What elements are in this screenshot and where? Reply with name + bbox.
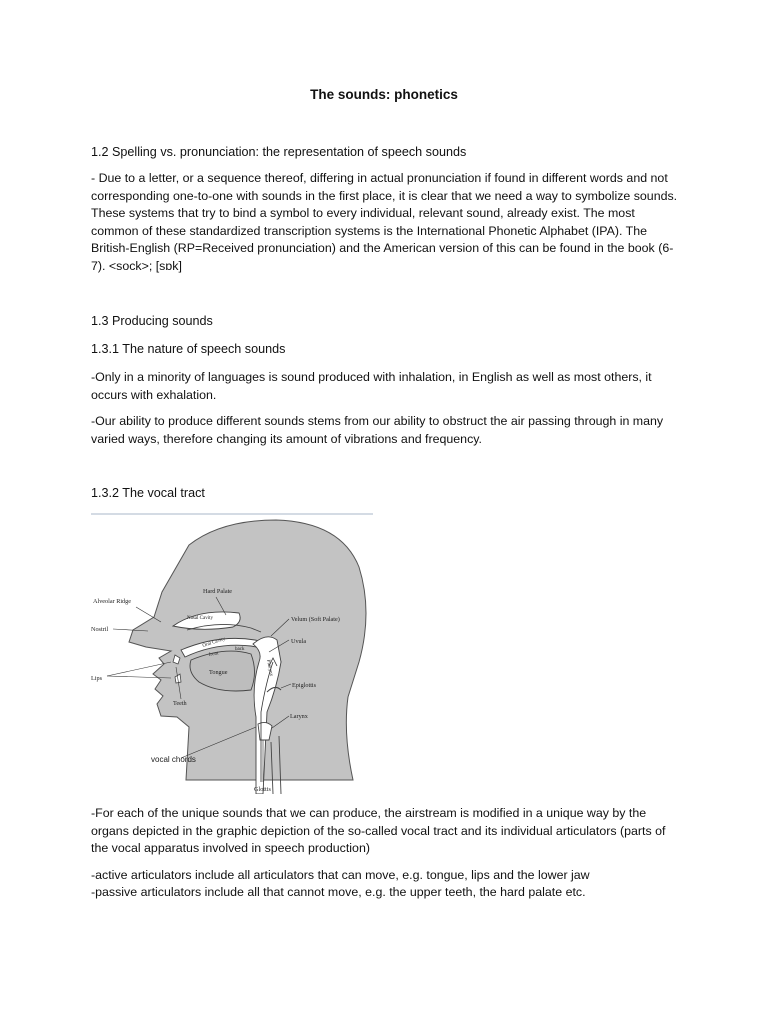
label-alveolar-ridge: Alveolar Ridge [93, 598, 131, 605]
section-heading-1-3-1: 1.3.1 The nature of speech sounds [91, 342, 286, 356]
label-hard-palate: Hard Palate [203, 588, 233, 595]
label-pharynx: Pharynx [265, 659, 274, 677]
paragraph-inhalation-exhalation: -Only in a minority of languages is sound produced with inhalation, in English as well as most others, it occurs with exhalation. [91, 370, 652, 402]
section-heading-1-3-2: 1.3.2 The vocal tract [91, 486, 205, 500]
label-uvula: Uvula [291, 638, 307, 645]
paragraph-obstruct-air: -Our ability to produce different sounds stems from our ability to obstruct the air passing through in many varied ways, therefore changing its amount of vibrations and frequency. [91, 414, 664, 446]
paragraph-active-articulators: -active articulators include all articulators that can move, e.g. tongue, lips and the lower jaw [91, 868, 590, 882]
label-glottis: Glottis [254, 786, 271, 793]
section-heading-1-3: 1.3 Producing sounds [91, 314, 213, 328]
label-teeth: Teeth [173, 700, 187, 707]
label-nostril: Nostril [91, 626, 109, 633]
vocal-tract-diagram [91, 512, 373, 794]
label-tongue: Tongue [209, 669, 228, 676]
document-title: The sounds: phonetics [310, 87, 458, 102]
label-larynx: Larynx [290, 713, 308, 720]
paragraph-airstream-modified: -For each of the unique sounds that we can produce, the airstream is modified in a unique way by the organs depicted in the graphic depiction of the so-called vocal tract and its individual articulators (parts of the vocal apparatus involved in speech production) [91, 806, 666, 856]
label-epiglottis: Epiglottis [292, 682, 317, 689]
label-vocal-chords: vocal chords [151, 755, 196, 764]
section-heading-1-2: 1.2 Spelling vs. pronunciation: the representation of speech sounds [91, 145, 467, 159]
label-oral-cavity: Oral Cavity [202, 636, 226, 649]
label-back: back [235, 647, 245, 652]
label-nasal-cavity: Nasal Cavity [187, 616, 213, 621]
label-velum: Velum (Soft Palate) [291, 616, 340, 623]
larynx-shape [258, 722, 272, 740]
paragraph-spelling-vs-pronunciation: - Due to a letter, or a sequence thereof, differing in actual pronunciation if found in different words and not corresponding one-to-one with sounds in the first place, it is clear that we need a way to symbolize sounds. These systems that try to bind a symbol to every individual, relevant sound, already exist. The most common of these standardized transcription systems is the International Phonetic Alphabet (IPA). The British-English (RP=Received pronunciation) and the American version of this can be found in the book (6-7). <sock>; [sɒk] [91, 171, 678, 273]
paragraph-passive-articulators: -passive articulators include all that cannot move, e.g. the upper teeth, the hard palate etc. [91, 885, 586, 899]
label-front: front [208, 651, 219, 658]
label-lips: Lips [91, 675, 103, 682]
head-silhouette [129, 520, 366, 780]
